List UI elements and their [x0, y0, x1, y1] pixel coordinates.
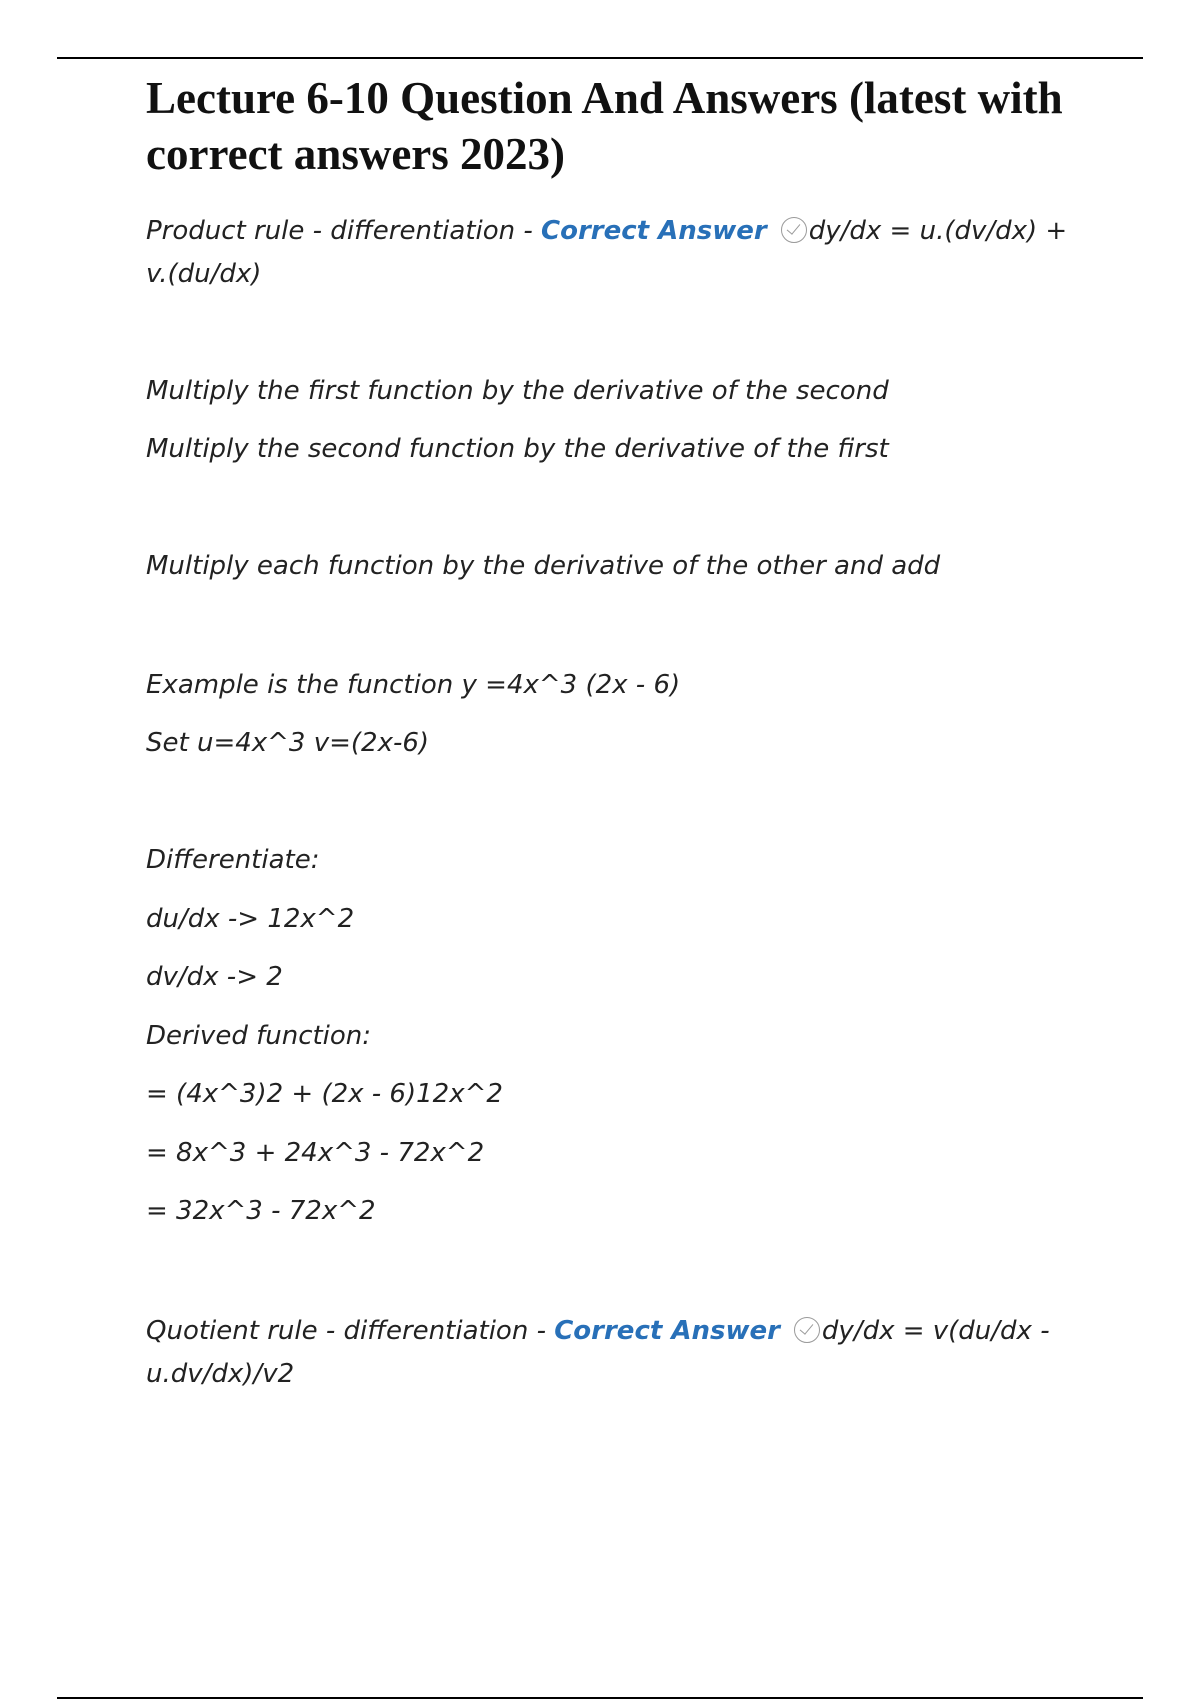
document-page — [146, 70, 1106, 1389]
body-line: = 32x^3 - 72x^2 — [146, 1196, 376, 1226]
top-rule — [57, 57, 1143, 59]
body-line: = (4x^3)2 + (2x - 6)12x^2 — [146, 1079, 503, 1109]
answer-text: dy/dx = v(du/dx - u.dv/dx)/v2 — [146, 1316, 1050, 1389]
answer-text: dy/dx = u.(dv/dx) + v.(du/dx) — [146, 216, 1068, 289]
body-line: Set u=4x^3 v=(2x-6) — [146, 728, 430, 758]
body-line: Multiply each function by the derivative of the other and add — [146, 551, 941, 581]
correct-answer-label: Correct Answer — [554, 1316, 780, 1346]
document-title: Lecture 6-10 Question And Answers (latest with correct answers 2023) — [146, 73, 1063, 179]
check-circle-icon — [794, 1317, 820, 1343]
body-line: Multiply the second function by the derivative of the first — [146, 434, 889, 464]
body-line: Differentiate: — [146, 845, 320, 875]
question-text: Quotient rule - differentiation - — [146, 1316, 555, 1346]
qa-item-product-rule — [146, 210, 1086, 296]
bottom-rule — [57, 1697, 1143, 1699]
correct-answer-label: Correct Answer — [541, 216, 767, 246]
body-line: Example is the function y =4x^3 (2x - 6) — [146, 670, 681, 700]
body-line: dv/dx -> 2 — [146, 962, 283, 992]
question-text: Product rule - differentiation - — [146, 216, 542, 246]
qa-item-quotient-rule — [146, 1310, 1086, 1396]
check-circle-icon — [781, 217, 807, 243]
body-line: = 8x^3 + 24x^3 - 72x^2 — [146, 1138, 485, 1168]
body-line: Multiply the first function by the derivative of the second — [146, 376, 889, 406]
body-line: du/dx -> 12x^2 — [146, 904, 355, 934]
body-line: Derived function: — [146, 1021, 372, 1051]
